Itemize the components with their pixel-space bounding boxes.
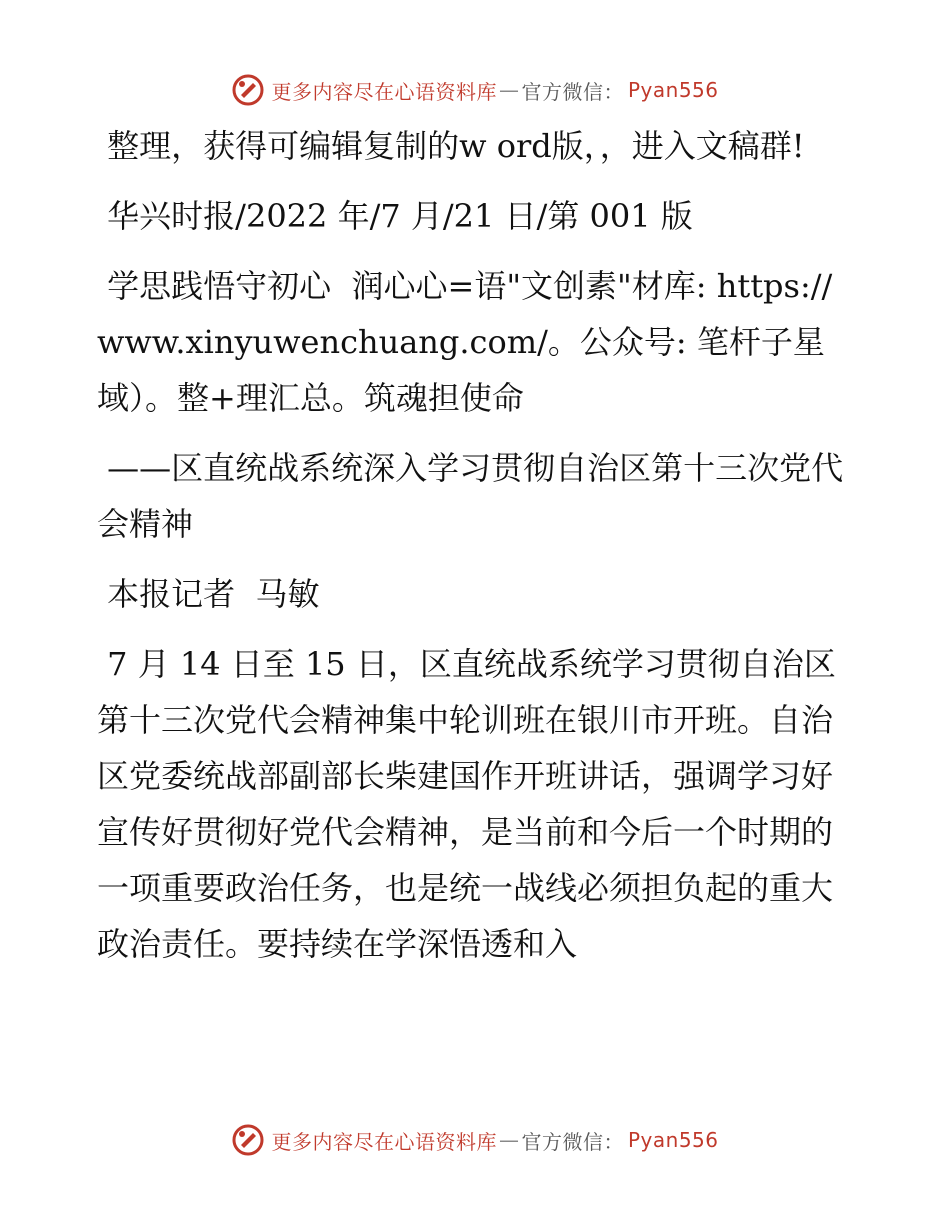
body-paragraph: 7 月 14 日至 15 日，区直统战系统学习贯彻自治区第十三次党代会精神集中轮训班在银川市开班。自治区党委统战部副部长柴建国作开班讲话，强调学习好宣传好贯彻好党代会精神，是当前和今后一个时期的一项重要政治任务，也是统一战线必须担负起的重大政治责任。要持续在学深悟透和入 xyxy=(97,645,836,963)
intro-paragraph: 整理，获得可编辑复制的w ord版，，进入文稿群! xyxy=(97,127,805,165)
brand-logo-icon xyxy=(231,1123,265,1157)
watermark-text: 更多内容尽在心语资料库 xyxy=(271,1129,497,1154)
watermark-wechat-label: 官方微信： xyxy=(521,1129,624,1154)
header-watermark xyxy=(0,70,950,110)
article-subtitle: ——区直统战系统深入学习贯彻自治区第十三次党代会精神 xyxy=(97,449,844,543)
watermark-wechat-label: 官方微信： xyxy=(521,79,624,104)
watermark-separator: — xyxy=(498,1128,520,1152)
watermark-wechat-id: Pyan556 xyxy=(627,1128,719,1152)
brand-logo-icon xyxy=(231,73,265,107)
watermark-separator: — xyxy=(498,78,520,102)
document-body xyxy=(97,118,857,986)
footer-watermark xyxy=(0,1120,950,1160)
article-title: 学思践悟守初心 润心心=语"文创素"材库: https://www.xinyuwenchuang.com/。公众号: 笔杆子星域）。整+理汇总。筑魂担使命 xyxy=(97,267,833,417)
byline: 本报记者 马敏 xyxy=(97,575,320,613)
watermark-wechat-id: Pyan556 xyxy=(627,78,719,102)
source-line: 华兴时报/2022 年/7 月/21 日/第 001 版 xyxy=(97,197,693,235)
watermark-text: 更多内容尽在心语资料库 xyxy=(271,79,497,104)
